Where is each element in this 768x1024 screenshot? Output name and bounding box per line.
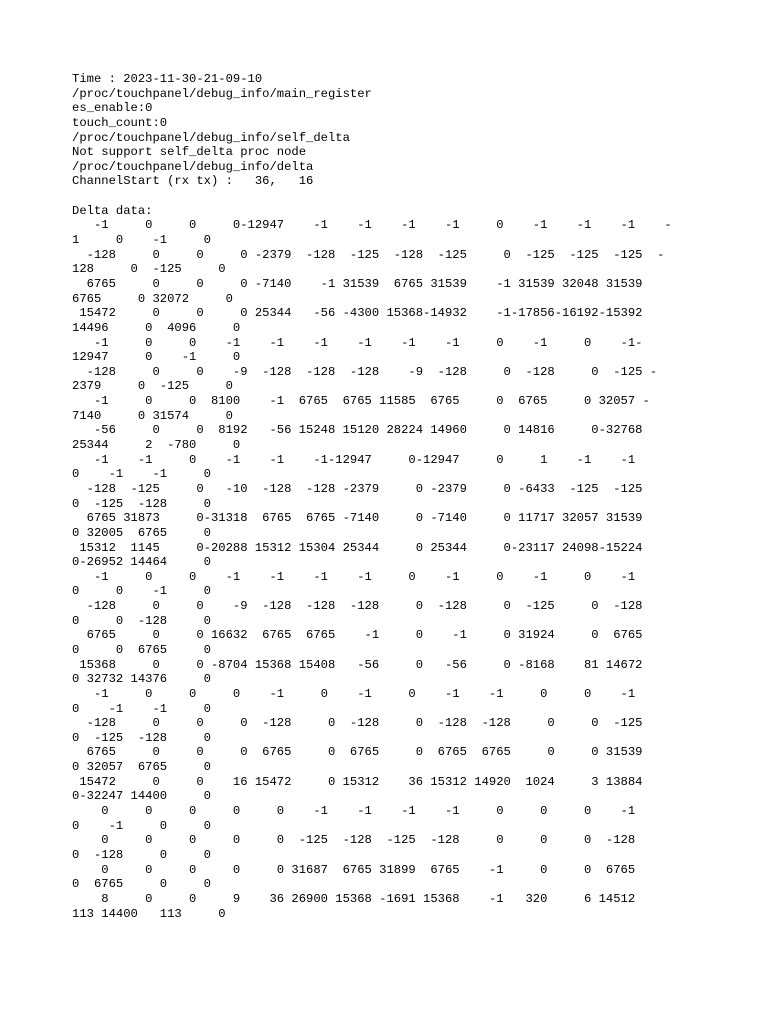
delta-row-line: 0-32247 14400 0 xyxy=(72,789,211,804)
delta-row-line: -1 0 0 -1 -1 -1 -1 -1 -1 0 -1 0 -1- xyxy=(72,335,643,350)
delta-row-line: 0 0 0 0 0 -1 -1 -1 -1 0 0 0 -1 xyxy=(72,804,636,819)
delta-row-line: -128 -125 0 -10 -128 -128 -2379 0 -2379 0 -6433 -125 -125 xyxy=(72,481,643,496)
delta-row-line: 0 0 6765 0 xyxy=(72,642,211,657)
log-header-line: ChannelStart (rx tx) : 36, 16 xyxy=(72,174,314,189)
delta-row-line: -128 0 0 0 -2379 -128 -125 -128 -125 0 -125 -125 -125 - xyxy=(72,247,665,262)
log-header-line: touch_count:0 xyxy=(72,115,168,130)
delta-row-line: 0 0 -128 0 xyxy=(72,613,211,628)
delta-row-line: -128 0 0 -9 -128 -128 -128 -9 -128 0 -128 0 -125 - xyxy=(72,364,658,379)
delta-row-line: -128 0 0 -9 -128 -128 -128 0 -128 0 -125 0 -128 xyxy=(72,599,643,614)
delta-log-document xyxy=(72,72,712,921)
delta-row-line: 0 0 -1 0 xyxy=(72,584,211,599)
delta-row-line: -1 0 0 8100 -1 6765 6765 11585 6765 0 6765 0 32057 - xyxy=(72,394,650,409)
delta-row-line: -1 0 0 -1 -1 -1 -1 0 -1 0 -1 0 -1 xyxy=(72,569,636,584)
delta-row-line: 0 -1 -1 0 xyxy=(72,467,211,482)
delta-row-line: 0-26952 14464 0 xyxy=(72,555,211,570)
log-header-line: Not support self_delta proc node xyxy=(72,145,307,160)
delta-row-line: 7140 0 31574 0 xyxy=(72,408,233,423)
delta-row-line: 0 0 0 0 0 -125 -128 -125 -128 0 0 0 -128 xyxy=(72,833,636,848)
delta-row-line: 14496 0 4096 0 xyxy=(72,320,241,335)
delta-row-line: 0 6765 0 0 xyxy=(72,877,211,892)
log-header-line: /proc/touchpanel/debug_info/main_register xyxy=(72,86,372,101)
delta-row-line: 15472 0 0 0 25344 -56 -4300 15368-14932 -1-17856-16192-15392 xyxy=(72,306,643,321)
delta-row-line: -56 0 0 8192 -56 15248 15120 28224 14960 0 14816 0-32768 xyxy=(72,423,643,438)
delta-row-line: 15472 0 0 16 15472 0 15312 36 15312 14920 1024 3 13884 xyxy=(72,774,643,789)
delta-row-line: 0 32732 14376 0 xyxy=(72,672,211,687)
log-header-line: es_enable:0 xyxy=(72,101,153,116)
delta-row-line: 128 0 -125 0 xyxy=(72,262,226,277)
log-header-line xyxy=(72,189,712,204)
delta-row-line: 113 14400 113 0 xyxy=(72,906,226,921)
delta-row-line: 6765 0 0 0 -7140 -1 31539 6765 31539 -1 31539 32048 31539 xyxy=(72,276,643,291)
delta-row-line: -1 0 0 0 -1 0 -1 0 -1 -1 0 0 -1 xyxy=(72,686,636,701)
delta-row-line: -1 -1 0 -1 -1 -1-12947 0-12947 0 1 -1 -1 xyxy=(72,452,636,467)
delta-row-line: 6765 0 0 16632 6765 6765 -1 0 -1 0 31924 0 6765 xyxy=(72,628,643,643)
delta-row-line: 0 -125 -128 0 xyxy=(72,730,211,745)
delta-row-line: 0 -1 -1 0 xyxy=(72,701,211,716)
delta-row-line: 25344 2 -780 0 xyxy=(72,438,241,453)
delta-row-line: 0 32057 6765 0 xyxy=(72,760,211,775)
delta-row-line: 6765 31873 0-31318 6765 6765 -7140 0 -7140 0 11717 32057 31539 xyxy=(72,511,643,526)
delta-row-line: 15312 1145 0-20288 15312 15304 25344 0 25344 0-23117 24098-15224 xyxy=(72,540,643,555)
delta-table xyxy=(72,218,712,921)
delta-row-line: 0 -1 0 0 xyxy=(72,818,211,833)
log-header-line: Time : 2023-11-30-21-09-10 xyxy=(72,72,263,86)
delta-row-line: 2379 0 -125 0 xyxy=(72,379,233,394)
delta-row-line: 1 0 -1 0 xyxy=(72,233,211,248)
delta-row-line: -128 0 0 0 -128 0 -128 0 -128 -128 0 0 -125 xyxy=(72,716,643,731)
delta-row-line: 0 -128 0 0 xyxy=(72,847,211,862)
delta-row-line: 15368 0 0 -8704 15368 15408 -56 0 -56 0 -8168 81 14672 xyxy=(72,657,643,672)
log-header-line: /proc/touchpanel/debug_info/self_delta xyxy=(72,130,350,145)
delta-row-line: 0 32005 6765 0 xyxy=(72,525,211,540)
delta-row-line: 8 0 0 9 36 26900 15368 -1691 15368 -1 320 6 14512 xyxy=(72,891,636,906)
delta-row-line: 0 -125 -128 0 xyxy=(72,496,211,511)
log-header xyxy=(72,72,712,204)
log-header-line: /proc/touchpanel/debug_info/delta xyxy=(72,159,314,174)
delta-row-line: 6765 0 0 0 6765 0 6765 0 6765 6765 0 0 31539 xyxy=(72,745,643,760)
delta-title: Delta data: xyxy=(72,203,153,218)
delta-row-line: 0 0 0 0 0 31687 6765 31899 6765 -1 0 0 6765 xyxy=(72,862,636,877)
delta-row-line: 12947 0 -1 0 xyxy=(72,350,241,365)
delta-row-line: 6765 0 32072 0 xyxy=(72,291,233,306)
delta-row-line: -1 0 0 0-12947 -1 -1 -1 -1 0 -1 -1 -1 - xyxy=(72,218,672,233)
